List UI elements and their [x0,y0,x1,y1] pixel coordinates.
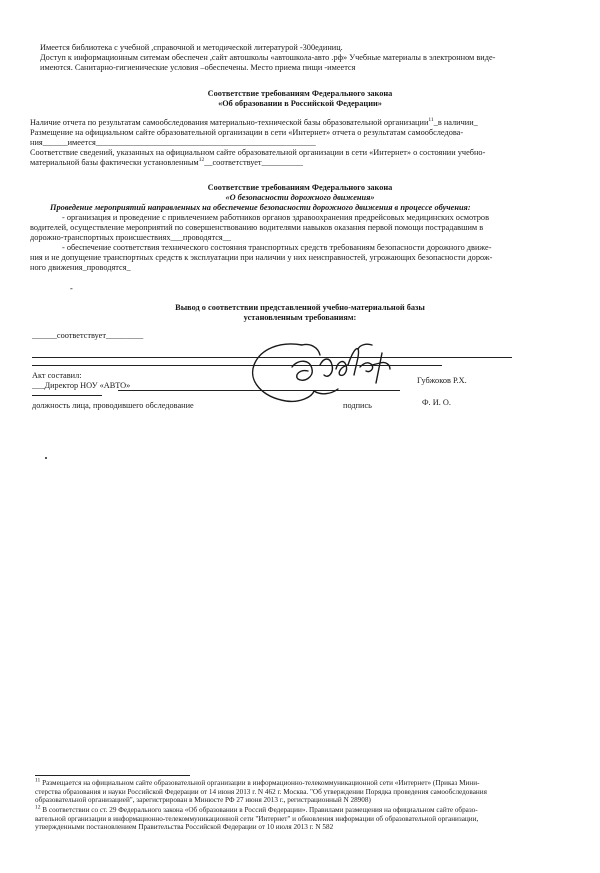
name-caption: Ф. И. О. [422,398,451,407]
library-line-2: Доступ к информационным ситемам обеспечен ,сайт автошколы «автошкола-авто .рф» Учебные материалы в электронном виде- [40,53,496,62]
footnote-12-number: 12 [35,804,41,811]
section1-line-1: Наличие отчета по результатам самообследования материально-технической базы образовательной организации$^{11}$_в наличии_ [30,117,478,127]
position-underline [32,395,102,396]
position-caption: должность лица, проводившего обследование [32,401,194,410]
section2-body [30,213,492,273]
footnote-separator [35,775,190,776]
section2-line-3: дорожно-транспортных происшествиях___проводятся__ [30,233,231,242]
section2-dash: - [70,284,73,293]
section2-line-2: водителей, осуществление мероприятий по совершенствованию водителями навыков оказания первой помощи пострадавшим в [30,223,484,232]
section2-heading-2: «О безопасности дорожного движения» [225,193,375,202]
library-line-1: Имеется библиотека с учебной ,справочной и методической литературой -300единиц. [40,43,343,52]
conclusion-heading-2: установленным требованиям: [243,313,357,322]
stray-dot [45,457,47,459]
footnote-12: $^{12}$ В соответствии со ст. 29 Федерального закона «Об образовании в Россий Федерации». Правилами размещения на официальном сайте образо- вательной организации в информационно-телекоммуникационной сети "Интернет" и обновления информации об образовательной организации, утвержденными постановлением Правительства Российской Федерации от 10 июля 2013 г. N 582 [35,804,479,832]
footnote-11-number: 11 [35,777,41,784]
section2-line-1: - организация и проведение с привлечением работников органов здравоохранения предрейсовых медицинских осмотров [62,213,489,222]
section1-heading-2: «Об образовании в Российской Федерации» [218,99,382,108]
section1-line-4: Соответствие сведений, указанных на официальном сайте образовательной организации в сети «Интернет» о состоянии учебно- [30,148,486,157]
section1-line-3: ния______имеется_____________________________________________________ [30,138,316,147]
section2-line-5: ния и не допущение транспортных средств к эксплуатации при наличии у них неисправностей, угрожающих безопасности дорож- [30,253,493,262]
footnote-ref-11: 11 [428,117,434,124]
section1-body [30,118,485,168]
library-line-3: имеются. Санитарно-гигиенические условия –обеспечены. Место приема пищи -имеется [40,63,356,72]
section1-heading-1: Соответствие требованиям Федерального закона [207,89,393,98]
library-block [40,43,495,73]
footnote-ref-12: 12 [198,157,205,164]
signature-caption: подпись [343,401,372,410]
section1-line-2: Размещение на официальном сайте образовательной организации в сети «Интернет» отчета о результатам самообследова- [30,128,464,137]
conclusion-answer: ______соответствует_________ [32,331,144,340]
footnote-11: $^{11}$ Размещается на официальном сайте образовательной организации в информационно-телекоммуникационной сети «Интернет» (Приказ Мини- стерства образования и науки Российской Федерации от 14 июня 2013 г. N 462 г. Москва. "Об утверждении Порядка проведения самообследования образовательной организацией", зарегистрирован в Минюсте РФ 27 июня 2013 г., регистрационный N 28908) [35,777,487,805]
act-position: ___Директор НОУ «АВТО» [32,381,131,390]
section2-line-6: ного движения_проводятся_ [30,263,131,272]
section2-heading-1: Соответствие требованиям Федерального закона [207,183,393,192]
section2-line-4: - обеспечение соответствия технического состояния транспортных средств требованиям безопасности дорожного движе- [62,243,492,252]
handwritten-signature-icon [240,335,400,415]
conclusion-heading-1: Вывод о соответствии представленной учебно-материальной базы [175,303,425,312]
signer-name: Губжоков Р.Х. [417,376,467,385]
act-label: Акт составил: [32,371,82,380]
section1-line-5: материальной базы фактически установленным$^{12}$__соответствует__________ [30,157,304,167]
section2-heading-3: Проведение мероприятий направленных на обеспечение безопасности дорожного движения в процессе обучения: [50,203,471,212]
